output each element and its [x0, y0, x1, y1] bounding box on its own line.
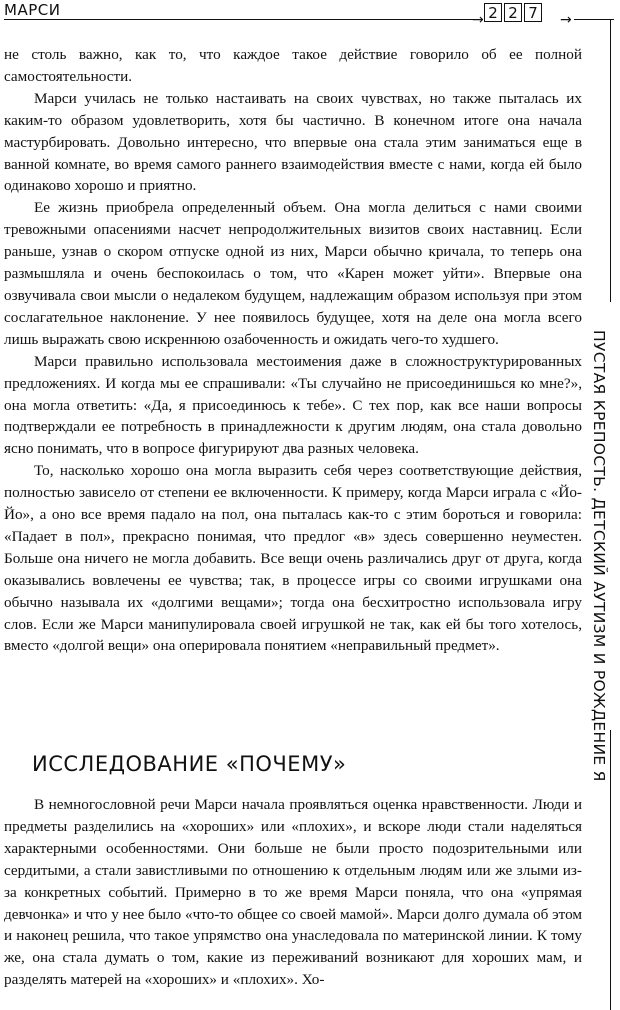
header-arrow-icon: → [472, 12, 484, 28]
body-text-before [4, 44, 582, 657]
page-number [484, 3, 544, 22]
running-head: МАРСИ [4, 1, 61, 19]
section-title: ИССЛЕДОВАНИЕ «ПОЧЕМУ» [32, 752, 347, 776]
paragraph: В немногословной речи Марси начала проявляться оценка нравственности. Люди и предметы разделились на «хороших» или «плохих», и вскоре люди стали наделяться характерными особенностями. Они больше не были просто подозрительными или сердитыми, а стали завистливыми по отношению к отдельным людям или же злыми из-за конкретных событий. Примерно в то же время Марси поняла, что она «упрямая девчонка» и что у нее было «что-то общее со своей мамой». Марси долго думала об этом и наконец решила, что такое упрямство она унаследовала по материнской линии. К тому же, она стала думать о том, какие из переживаний возникают для хороших мам, и разделять матерей на «хороших» и «плохих». Хо- [4, 796, 582, 989]
side-rule-bottom [610, 730, 611, 1010]
header-rule-right [574, 19, 614, 20]
paragraph: Марси правильно использовала местоимения даже в сложноструктурированных предложениях. И когда мы ее спрашивали: «Ты случайно не присоединишься ко мне?», она могла ответить: «Да, я присоединюсь к тебе». С тех пор, как все наши вопросы подтверждали ее потребность в принадлежности к другим людям, она стала довольно ясно понимать, что в вопросе фигурируют два разных человека. [4, 352, 582, 458]
paragraph: То, насколько хорошо она могла выразить себя через соответствующие действия, полностью зависело от степени ее включенности. К примеру, когда Марси играла с «Йо-Йо», а оно все время падало на пол, она пыталась как-то с этим бороться и говорила: «Падает в пол», прекрасно понимая, что предлог «в» здесь совершенно неуместен. Больше она ничего не могла добавить. Все вещи очень различались друг от друга, когда оказывались вовлечены ее чувства; так, в процессе игры со своими игрушками она обычно называла их «долгими вещами»; тогда она бесхитростно использовала игру слов. Если же Марси манипулировала своей игрушкой не так, как ей бы того хотелось, вместо «долгой вещи» она оперировала понятием «неправильный предмет». [4, 462, 582, 655]
page-number-arrow-icon: → [560, 12, 572, 28]
paragraph: не столь важно, как то, что каждое такое действие говорило об ее полной самостоятельности. [4, 46, 582, 85]
header-rule [4, 19, 478, 20]
page-number-digit: 2 [504, 3, 522, 22]
page-number-digit: 2 [484, 3, 502, 22]
side-running-title: ПУСТАЯ КРЕПОСТЬ. ДЕТСКИЙ АУТИЗМ И РОЖДЕНИЕ Я [590, 330, 608, 782]
paragraph: Марси училась не только настаивать на своих чувствах, но также пыталась их каким-то образом удовлетворить, хотя бы частично. В конечном итоге она начала мастурбировать. Довольно интересно, что впервые она стала этим заниматься еще в ванной комнате, во время самого раннего взаимодействия вместе с нами, когда ей было одинаково хорошо и приятно. [4, 89, 582, 195]
side-rule-top [610, 19, 611, 302]
page-number-digit: 7 [524, 3, 542, 22]
paragraph: Ее жизнь приобрела определенный объем. Она могла делиться с нами своими тревожными опасениями насчет непродолжительных визитов своих наставниц. Если раньше, узнав о скором отпуске одной из них, Марси обычно кричала, то теперь она размышляла и очень беспокоилась о том, что «Карен может уйти». Впервые она озвучивала свои мысли о недалеком будущем, надлежащим образом используя при этом сослагательное наклонение. У нее появилось будущее, хотя на деле она могла всего лишь выражать свою искреннюю озабоченность и ожидать чего-то худшего. [4, 199, 582, 348]
body-text-after [4, 794, 582, 991]
